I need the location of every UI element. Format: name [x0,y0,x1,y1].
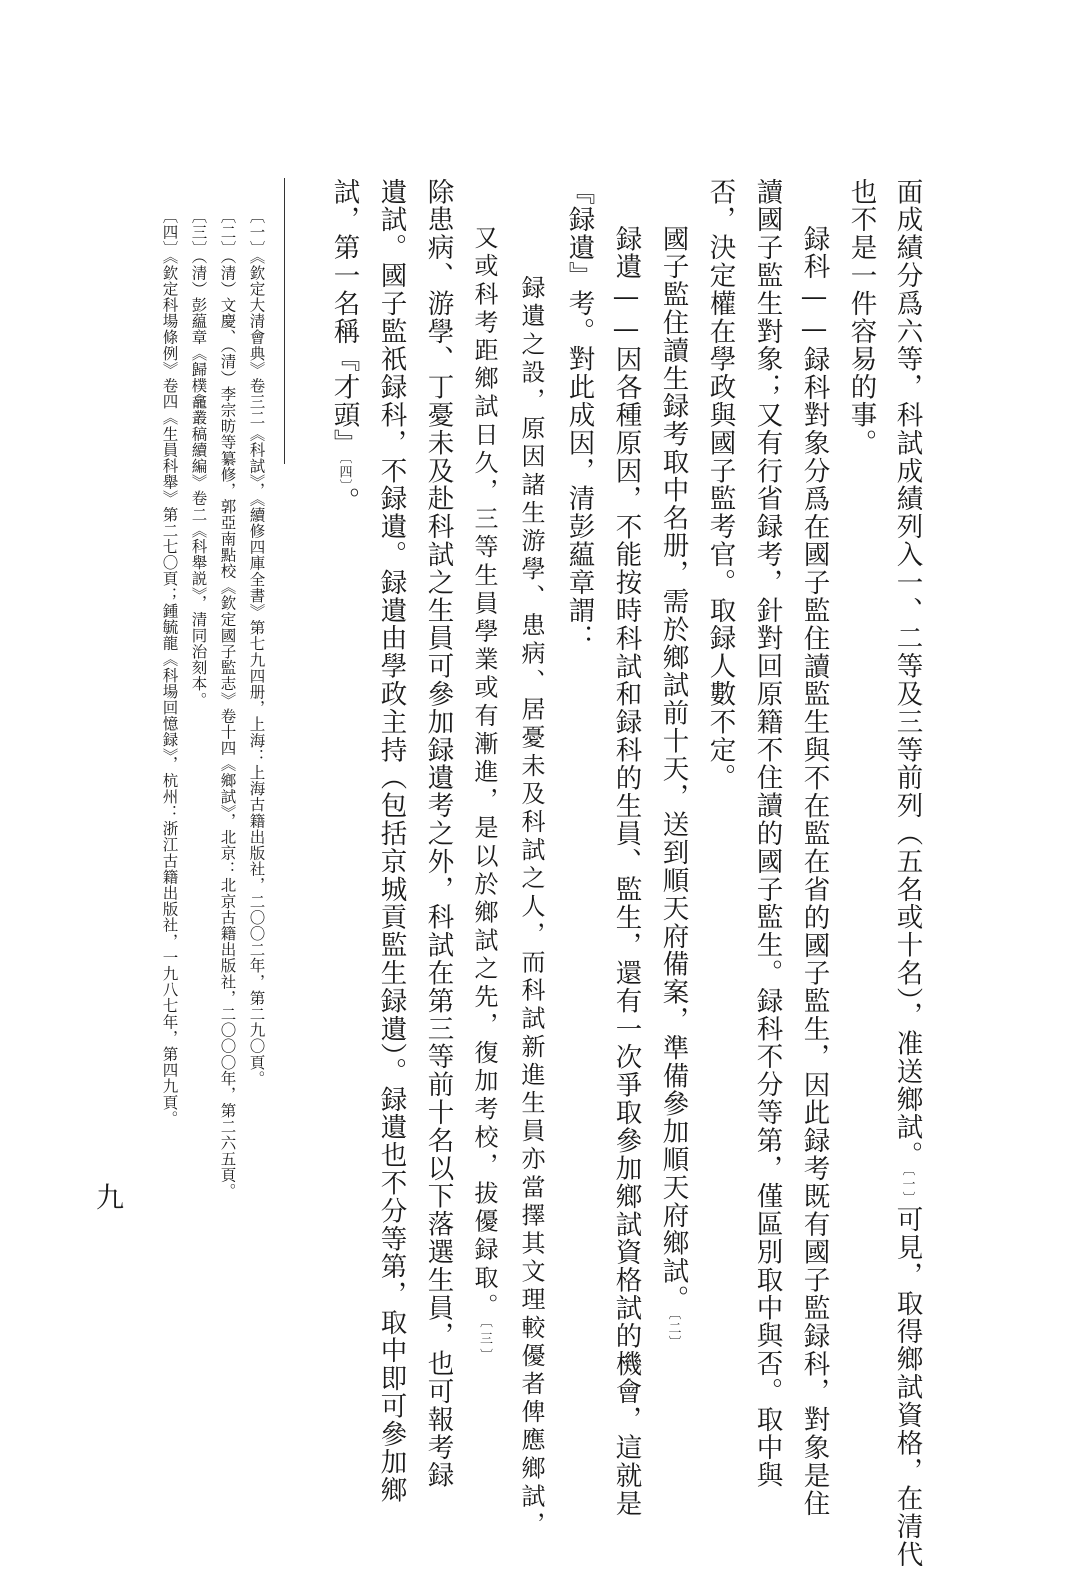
quote-column-2 [472,225,496,1366]
footnote-mark: 〔三〕 [189,208,208,257]
footnote-2 [219,208,235,1199]
body-column-11 [328,178,360,516]
footnote-1 [248,208,264,1086]
page-number: 九 [96,1181,125,1214]
footnote-ref-1[interactable]: 〔一〕 [899,1169,915,1206]
body-column-1 [891,178,923,1569]
footnote-mark: 〔二〕 [218,208,237,257]
body-column-7: 録遺——因各種原因，不能按時科試和録科的生員、監生，還有一次爭取參加鄉試資格試的機會，這就是 [610,225,642,1518]
body-text: 國子監住讀生録考取中名册，需於鄉試前十天，送到順天府備案，準備參加順天府鄉試。 [657,225,689,1314]
body-column-10: 遺試。國子監祇録科，不録遺。録遺由學政主持（包括京城貢監生録遺）。録遺也不分等第，取中即可參加鄉 [375,178,407,1504]
footnote-ref-4[interactable]: 〔四〕 [336,457,352,488]
quote-text: 又或科考距鄉試日久，三等生員學業或有漸進，是以於鄉試之先，復加考校，拔優録取。 [470,225,498,1321]
footnote-3 [190,208,206,708]
footnote-text: （清）文慶、（清）李宗昉等纂修，郭亞南點校《欽定國子監志》卷十四《鄉試》，北京：北京古籍出版社，二〇〇〇年，第二六五頁。 [218,256,237,1200]
footnote-mark: 〔四〕 [160,208,179,257]
footnote-mark: 〔一〕 [247,208,266,257]
body-text: 。 [328,487,360,516]
footnote-text: 《欽定大清會典》卷三二《科試》，《續修四庫全書》第七九四册，上海：上海古籍出版社，二〇〇二年，第二九〇頁。 [247,256,266,1087]
body-text: 可見，取得鄉試資格，在清代 [891,1205,923,1569]
footnote-ref-2[interactable]: 〔二〕 [665,1313,681,1350]
body-column-9: 除患病、游學、丁憂未及赴科試之生員可參加録遺考之外，科試在第三等前十名以下落選生員，也可報考録 [422,178,454,1490]
footnote-divider [284,178,285,464]
body-column-6 [657,225,689,1350]
body-text: 面成績分爲六等，科試成績列入一、二等及三等前列（五名或十名），准送鄉試。 [891,178,923,1170]
footnote-ref-3[interactable]: 〔三〕 [477,1320,492,1366]
footnote-4 [161,208,177,1126]
body-column-3: 録科——録科對象分爲在國子監住讀監生與不在監在省的國子監生，因此録考既有國子監録科，對象是住 [798,225,830,1518]
body-column-4: 讀國子監生對象；又有行省録考，針對回原籍不住讀的國子監生。録科不分等第，僅區別取中與否。取中與 [751,178,783,1490]
footnote-text: 《欽定科場條例》卷四《生員科舉》第二七〇頁；鍾毓龍《科場回憶録》，杭州：浙江古籍出版社，一九八七年，第四九頁。 [160,256,179,1127]
body-text: 試，第一名稱『才頭』 [328,178,360,457]
quote-column-1: 録遺之設，原因諸生游學、患病、居憂未及科試之人，而科試新進生員亦當擇其文理較優者俾應鄉試， [517,275,545,1540]
body-column-8: 『録遺』考。對此成因，清彭藴章謂： [563,178,595,653]
footnote-text: （清）彭藴章《歸樸龕叢稿續編》卷二《科舉説》，清同治刻本。 [189,256,208,708]
body-column-2: 也不是一件容易的事。 [845,178,877,457]
body-column-5: 否，決定權在學政與國子監考官。取録人數不定。 [704,178,736,792]
